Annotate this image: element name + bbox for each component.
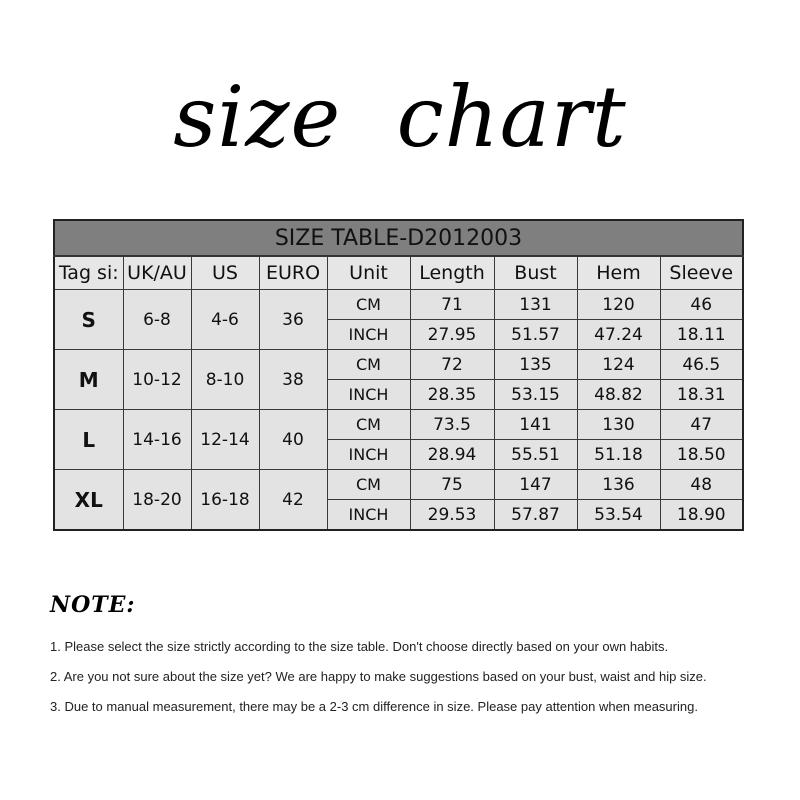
inch-unit-value: INCH: [327, 380, 410, 410]
header-sleeve: Sleeve: [660, 256, 743, 290]
euro-value: 40: [259, 410, 327, 470]
notes-list: [50, 638, 790, 728]
note-item: 3. Due to manual measurement, there may be a 2-3 cm difference in size. Please pay attention when measuring.: [50, 699, 698, 714]
table-row: [54, 350, 743, 380]
header-hem: Hem: [577, 256, 660, 290]
size-label: M: [54, 350, 123, 410]
us-value: 4-6: [191, 290, 259, 350]
cm-sleeve-value: 48: [660, 470, 743, 500]
cm-unit-value: CM: [327, 290, 410, 320]
inch-sleeve-value: 18.31: [660, 380, 743, 410]
euro-value: 36: [259, 290, 327, 350]
inch-hem-value: 47.24: [577, 320, 660, 350]
inch-hem-value: 51.18: [577, 440, 660, 470]
uk-au-value: 6-8: [123, 290, 191, 350]
note-item: 1. Please select the size strictly according to the size table. Don't choose directly based on your own habits.: [50, 639, 669, 654]
cm-unit-value: CM: [327, 470, 410, 500]
us-value: 8-10: [191, 350, 259, 410]
header-bust: Bust: [494, 256, 577, 290]
table-row: [54, 410, 743, 440]
inch-bust-value: 51.57: [494, 320, 577, 350]
table-header-row: [54, 256, 743, 290]
inch-sleeve-value: 18.50: [660, 440, 743, 470]
page-title: size chart: [173, 68, 627, 166]
cm-length-value: 71: [410, 290, 494, 320]
size-table: [53, 219, 744, 531]
cm-bust-value: 135: [494, 350, 577, 380]
cm-length-value: 73.5: [410, 410, 494, 440]
table-row: [54, 470, 743, 500]
cm-unit-value: CM: [327, 350, 410, 380]
uk-au-value: 10-12: [123, 350, 191, 410]
inch-bust-value: 53.15: [494, 380, 577, 410]
cm-bust-value: 141: [494, 410, 577, 440]
inch-hem-value: 48.82: [577, 380, 660, 410]
cm-length-value: 72: [410, 350, 494, 380]
cm-sleeve-value: 47: [660, 410, 743, 440]
cm-sleeve-value: 46: [660, 290, 743, 320]
size-label: S: [54, 290, 123, 350]
header-length: Length: [410, 256, 494, 290]
size-label: XL: [54, 470, 123, 531]
cm-hem-value: 136: [577, 470, 660, 500]
cm-hem-value: 124: [577, 350, 660, 380]
header-uk-au: UK/AU: [123, 256, 191, 290]
cm-hem-value: 120: [577, 290, 660, 320]
header-tag-size: Tag si:: [54, 256, 123, 290]
note-title: NOTE:: [50, 592, 136, 618]
inch-bust-value: 57.87: [494, 500, 577, 531]
cm-length-value: 75: [410, 470, 494, 500]
inch-hem-value: 53.54: [577, 500, 660, 531]
inch-length-value: 28.94: [410, 440, 494, 470]
cm-sleeve-value: 46.5: [660, 350, 743, 380]
inch-length-value: 27.95: [410, 320, 494, 350]
inch-unit-value: INCH: [327, 440, 410, 470]
us-value: 12-14: [191, 410, 259, 470]
cm-unit-value: CM: [327, 410, 410, 440]
euro-value: 42: [259, 470, 327, 531]
table-caption: SIZE TABLE-D2012003: [54, 220, 743, 256]
inch-unit-value: INCH: [327, 320, 410, 350]
uk-au-value: 18-20: [123, 470, 191, 531]
note-item: 2. Are you not sure about the size yet? We are happy to make suggestions based on your bust, waist and hip size.: [50, 669, 707, 684]
inch-sleeve-value: 18.90: [660, 500, 743, 531]
inch-bust-value: 55.51: [494, 440, 577, 470]
cm-hem-value: 130: [577, 410, 660, 440]
uk-au-value: 14-16: [123, 410, 191, 470]
inch-sleeve-value: 18.11: [660, 320, 743, 350]
inch-unit-value: INCH: [327, 500, 410, 531]
table-row: [54, 290, 743, 320]
us-value: 16-18: [191, 470, 259, 531]
cm-bust-value: 147: [494, 470, 577, 500]
cm-bust-value: 131: [494, 290, 577, 320]
inch-length-value: 29.53: [410, 500, 494, 531]
size-label: L: [54, 410, 123, 470]
inch-length-value: 28.35: [410, 380, 494, 410]
euro-value: 38: [259, 350, 327, 410]
header-us: US: [191, 256, 259, 290]
header-euro: EURO: [259, 256, 327, 290]
header-unit: Unit: [327, 256, 410, 290]
